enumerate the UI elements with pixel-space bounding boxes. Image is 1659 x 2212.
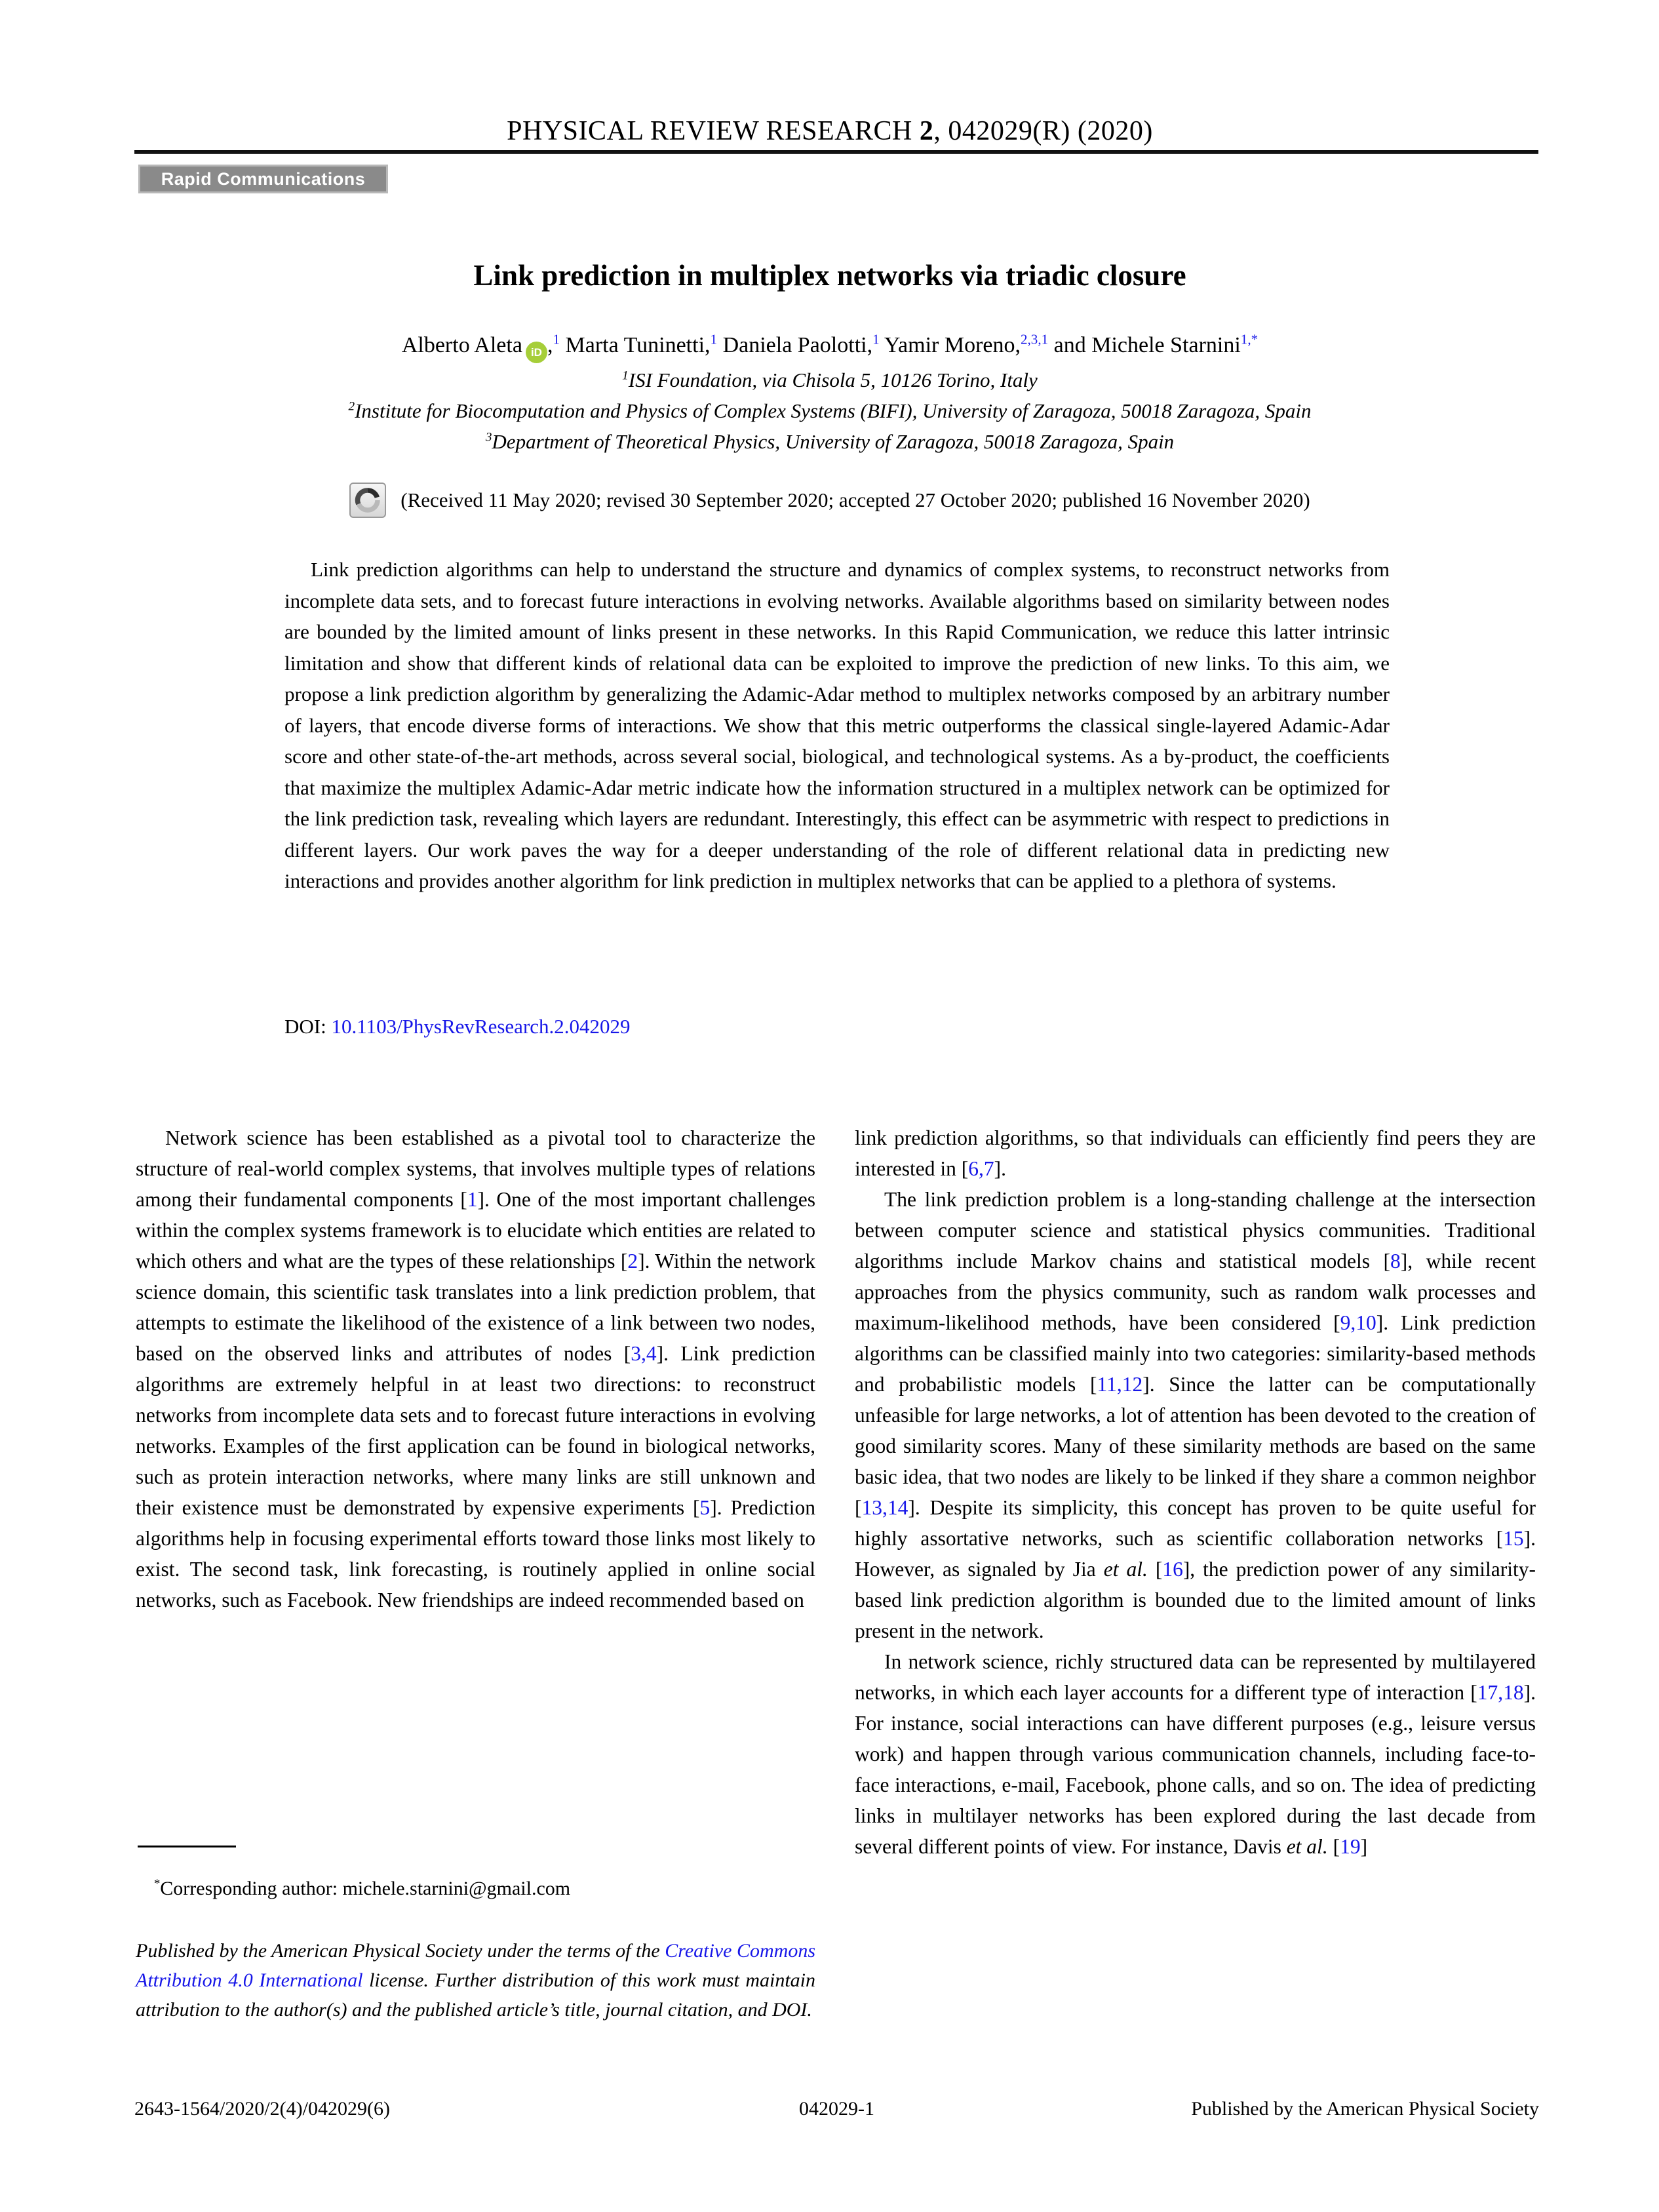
check-for-updates-icon[interactable] (349, 483, 386, 518)
orcid-id-icon[interactable]: iD (526, 342, 547, 363)
received-row (128, 483, 1531, 518)
citation-link[interactable]: 16 (1162, 1558, 1183, 1581)
citation-link[interactable]: 3,4 (631, 1342, 657, 1365)
license-statement: Published by the American Physical Society under the terms of the Creative Commons Attribution 4.0 International license. Further distribution of this work must maintain attribution to the author(s) and the published article’s title, journal citation, and DOI. (136, 1940, 815, 2021)
doi-line: DOI: 10.1103/PhysRevResearch.2.042029 (284, 1015, 631, 1038)
citation-link[interactable]: 13,14 (861, 1496, 908, 1519)
received-dates: (Received 11 May 2020; revised 30 September 2020; accepted 27 October 2020; published 16 November 2020) (400, 488, 1310, 511)
citation-link[interactable]: 15 (1503, 1527, 1524, 1550)
citation-link[interactable]: 11,12 (1097, 1373, 1143, 1396)
superscript: 3 (485, 430, 492, 444)
page-title: Link prediction in multiplex networks via triadic closure (473, 259, 1186, 292)
hyperlink[interactable]: 10.1103/PhysRevResearch.2.042029 (331, 1015, 631, 1038)
author-line: Alberto Aleta iD ,$^1$ Marta Tuninetti,$^1$ Daniela Paolotti,$^1$ Yamir Moreno,$^{2,3,1}$ and Michele Starnini$^{1,*}$ (128, 333, 1531, 363)
footer-publisher: Published by the American Physical Society (1191, 2098, 1539, 2120)
corresponding-author-footnote: *Corresponding author: michele.starnini@gmail.com (154, 1877, 571, 1899)
abstract: Link prediction algorithms can help to understand the structure and dynamics of complex systems, to reconstruct networks from incomplete data sets, and to forecast future interactions in evolving networks. Available algorithms based on similarity between nodes are bounded by the limited amount of links present in these networks. In this Rapid Communication, we reduce this latter intrinsic limitation and show that different kinds of relational data can be exploited to improve the prediction of new links. To this aim, we propose a link prediction algorithm by generalizing the Adamic-Adar method to multiplex networks composed by an arbitrary number of layers, that encode diverse forms of interactions. We show that this metric outperforms the classical single-layered Adamic-Adar score and other state-of-the-art methods, across several social, biological, and technological systems. As a by-product, the coefficients that maximize the multiplex Adamic-Adar metric indicate how the information structured in a multiplex network can be optimized for the link prediction task, revealing which layers are redundant. Interestingly, this effect can be asymmetric with respect to predictions in different layers. Our work paves the way for a deeper understanding of the role of different relational data in predicting new interactions and provides another algorithm for link prediction in multiplex networks that can be applied to a plethora of systems. (284, 558, 1390, 892)
superscript: 1 (622, 368, 629, 383)
citation-link[interactable]: 6,7 (968, 1157, 994, 1180)
rapid-communications-badge: Rapid Communications (138, 165, 388, 193)
body-paragraph: In network science, richly structured data can be represented by multilayered networks, in which each layer accounts for a different type of interaction [17,18]. For instance, social interactions can have different purposes (e.g., leisure versus work) and happen through various communication channels, including face-to-face interactions, e-mail, Facebook, phone calls, and so on. The idea of predicting links in multilayer networks has been explored during the last decade from several different points of view. For instance, Davis et al. [19] (855, 1650, 1536, 1858)
author-superscript: 2,3,1 (1020, 331, 1049, 347)
footer-issn-code: 2643-1564/2020/2(4)/042029(6) (134, 2098, 390, 2120)
author-superscript: 1 (710, 331, 718, 347)
affiliation-2: $^2$Institute for Biocomputation and Physics of Complex Systems (BIFI), University of Zaragoza, 50018 Zaragoza, Spain (348, 399, 1312, 422)
header-rule (134, 150, 1538, 154)
body-column-left (136, 1122, 815, 1615)
body-paragraph: Network science has been established as a pivotal tool to characterize the structure of real-world complex systems, that involves multiple types of relations among their fundamental components [1]. One of the most important challenges within the complex systems framework is to elucidate which entities are related to which others and what are the types of these relationships [2]. Within the network science domain, this scientific task translates into a link prediction problem, that attempts to estimate the likelihood of the existence of a link between two nodes, based on the observed links and attributes of nodes [3,4]. Link prediction algorithms are extremely helpful in at least two directions: to reconstruct networks from incomplete data sets and to forecast future interactions in evolving networks. Examples of the first application can be found in biological networks, such as protein interaction networks, where many links are still unknown and their existence must be demonstrated by expensive experiments [5]. Prediction algorithms help in focusing experimental efforts toward those links most likely to exist. The second task, link forecasting, is routinely applied in online social networks, such as Facebook. New friendships are indeed recommended based on (136, 1126, 816, 1611)
author-superscript: 1,* (1240, 331, 1259, 347)
author-superscript: 1 (872, 331, 880, 347)
body-paragraph: The link prediction problem is a long-standing challenge at the intersection between computer science and statistical physics communities. Traditional algorithms include Markov chains and statistical models [8], while recent approaches from the physics community, such as random walk processes and maximum-likelihood methods, have been considered [9,10]. Link prediction algorithms can be classified mainly into two categories: similarity-based methods and probabilistic models [11,12]. Since the latter can be computationally unfeasible for large networks, a lot of attention has been devoted to the creation of good similarity scores. Many of these similarity methods are based on the same basic idea, that two nodes are likely to be linked if they share a common neighbor [13,14]. Despite its simplicity, this concept has proven to be quite useful for highly assortative networks, such as scientific collaboration networks [15]. However, as signaled by Jia et al. [16], the prediction power of any similarity-based link prediction algorithm is bounded due to the limited amount of links present in the network. (855, 1188, 1536, 1642)
citation-link[interactable]: 5 (699, 1496, 711, 1519)
journal-header: PHYSICAL REVIEW RESEARCH 2, 042029(R) (2020) (507, 116, 1153, 146)
affiliation-3: $^3$Department of Theoretical Physics, University of Zaragoza, 50018 Zaragoza, Spain (485, 430, 1175, 453)
citation-link[interactable]: 17,18 (1477, 1681, 1524, 1704)
footer-page-number: 042029-1 (799, 2098, 874, 2120)
citation-link[interactable]: 1 (467, 1188, 478, 1211)
superscript: 2 (348, 399, 355, 414)
affiliation-1: $^1$ISI Foundation, via Chisola 5, 10126 Torino, Italy (622, 368, 1038, 391)
citation-link[interactable]: 8 (1390, 1250, 1401, 1273)
body-column-right (855, 1122, 1536, 1862)
citation-link[interactable]: 19 (1340, 1835, 1361, 1858)
citation-link[interactable]: 2 (627, 1250, 638, 1273)
author-superscript: 1 (553, 331, 560, 347)
superscript: * (154, 1877, 161, 1891)
affiliations (128, 365, 1531, 457)
hyperlink[interactable]: Creative Commons Attribution 4.0 International (136, 1940, 815, 1991)
citation-link[interactable]: 9,10 (1340, 1311, 1376, 1334)
body-paragraph: link prediction algorithms, so that individuals can efficiently find peers they are interested in [6,7]. (855, 1126, 1536, 1180)
footnote-rule (138, 1846, 236, 1847)
footnote-block (136, 1874, 815, 2024)
